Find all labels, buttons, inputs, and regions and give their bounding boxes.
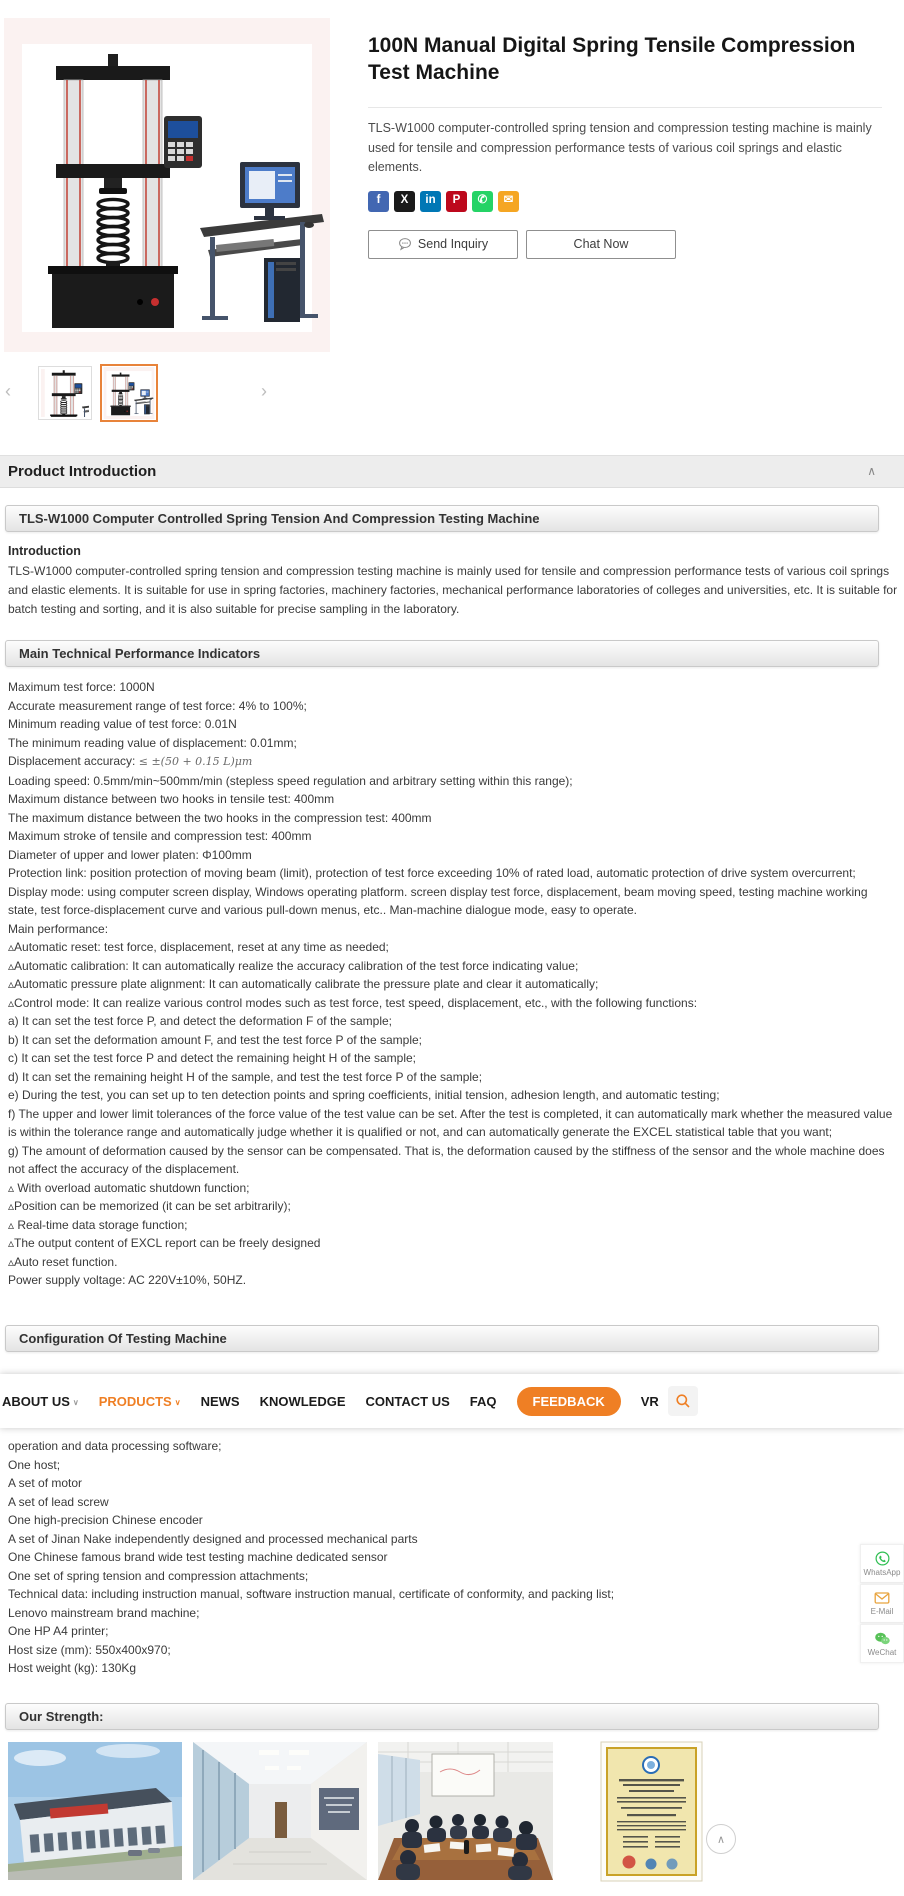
config-line: Technical data: including instruction manual, software instruction manual, certificate of conformity, and packing list;: [8, 1587, 615, 1601]
spec-line: ▵Position can be memorized (it can be set arbitrarily);: [8, 1199, 291, 1213]
machine-full-thumb: [103, 367, 155, 419]
config-line: A set of motor: [8, 1476, 83, 1490]
config-line: Host weight (kg): 130Kg: [8, 1661, 137, 1675]
config-line: A set of lead screw: [8, 1494, 109, 1509]
email-label: E-Mail: [870, 1607, 894, 1616]
nav-item-contact-us[interactable]: CONTACT US: [365, 1393, 450, 1409]
config-line: Lenovo mainstream brand machine;: [8, 1605, 200, 1620]
config-line: A set of Jinan Nake independently designed and processed mechanical parts: [8, 1531, 418, 1546]
spec-line: Maximum test force: 1000N: [8, 680, 155, 694]
pinterest-icon[interactable]: P: [446, 191, 467, 212]
spec-line: Protection link: position protection of moving beam (limit), protection of test force exceeding 10% of rated load, automatic protection of drive system overcurrent;: [8, 866, 856, 880]
nav-item-feedback[interactable]: FEEDBACK: [517, 1387, 621, 1416]
spec-line: Power supply voltage: AC 220V±10%, 50HZ.: [8, 1273, 247, 1287]
product-introduction-section-bar: [0, 455, 904, 488]
factory-building-photo: [8, 1742, 182, 1880]
spec-line: g) The amount of deformation caused by the sensor can be compensated. That is, the deformation caused by the stiffness of the sensor and the whole machine does not affect the accuracy of the displacement.: [8, 1143, 885, 1176]
search-button[interactable]: [668, 1386, 698, 1416]
gallery-next-icon[interactable]: ›: [261, 381, 267, 401]
config-line: One host;: [8, 1457, 61, 1472]
nav-item-news[interactable]: NEWS: [200, 1393, 240, 1409]
nav-item-faq[interactable]: FAQ: [469, 1393, 497, 1409]
chat-now-button[interactable]: [526, 230, 676, 259]
collapse-chevron-icon[interactable]: ∧: [867, 464, 876, 478]
nav-item-products[interactable]: PRODUCTS ∨: [98, 1393, 181, 1409]
spec-line: ▵Automatic calibration: It can automatically realize the accuracy calibration of the test force indicating value;: [8, 958, 579, 973]
spec-line: Display mode: using computer screen display, Windows operating platform. screen display test force, displacement, beam moving speed, testing machine working state, test force-displacement curve and various pull-down menus, etc.. Man-machine dialogue mode, easy to operate.: [8, 884, 868, 917]
product-summary: [368, 32, 882, 259]
spec-line: The minimum reading value of displacement: 0.01mm;: [8, 735, 297, 750]
spring-test-machine-image: [4, 18, 330, 352]
machine-subtitle-bar: TLS-W1000 Computer Controlled Spring Tension And Compression Testing Machine: [5, 505, 879, 532]
section-title: Product Introduction: [8, 463, 157, 480]
spec-line: Loading speed: 0.5mm/min~500mm/min (stepless speed regulation and arbitrary setting within this range);: [8, 773, 573, 788]
send-inquiry-button[interactable]: [368, 230, 518, 259]
office-hallway-photo: [193, 1742, 367, 1880]
spec-line: e) During the test, you can set up to ten detection points and spring coefficients, initial tension, adhesion length, and automatic testing;: [8, 1088, 720, 1102]
indicators-title-bar: Main Technical Performance Indicators: [5, 640, 879, 667]
main-navbar: [0, 1374, 904, 1428]
wechat-contact[interactable]: [860, 1624, 904, 1663]
spec-line: Main performance:: [8, 921, 109, 936]
introduction-label: Introduction: [8, 544, 81, 558]
chevron-up-icon: ∧: [716, 1833, 726, 1846]
spec-line: c) It can set the test force P and detect the remaining height H of the sample;: [8, 1051, 417, 1065]
chevron-down-icon: ∨: [174, 1397, 181, 1407]
spec-line: ▵ Real-time data storage function;: [8, 1217, 188, 1232]
config-line: One high-precision Chinese encoder: [8, 1513, 203, 1527]
spec-line: d) It can set the remaining height H of the sample, and test the test force P of the sample;: [8, 1069, 483, 1084]
chat-bubble-icon: [398, 237, 412, 251]
spec-line: Displacement accuracy: ≤ ±(50 + 0.15 L)μm: [8, 754, 253, 768]
introduction-text: TLS-W1000 computer-controlled spring tension and compression testing machine is mainly used for tensile and compression performance tests of various coil springs and elastic elements. It is suitable for use in spring factories, machinery factories, mechanical performance laboratories of colleges and universities, etc. It is suitable for batch testing and sorting, and it is also suitable for precise sampling in the laboratory.: [8, 564, 898, 616]
email-contact[interactable]: [860, 1584, 904, 1623]
spec-line: a) It can set the test force P, and detect the deformation F of the sample;: [8, 1014, 392, 1028]
accuracy-formula: ≤ ±(50 + 0.15 L)μm: [138, 755, 253, 768]
whatsapp-label: WhatsApp: [863, 1567, 901, 1577]
spec-line: Maximum stroke of tensile and compression test: 400mm: [8, 829, 312, 843]
certificate-photo: [593, 1738, 710, 1885]
nav-item-vr[interactable]: VR: [640, 1393, 659, 1409]
divider: [368, 107, 882, 108]
config-line: One set of spring tension and compression attachments;: [8, 1568, 309, 1583]
config-line: Host size (mm): 550x400x970;: [8, 1642, 171, 1657]
facebook-icon[interactable]: f: [368, 191, 389, 212]
share-icons-row: [368, 191, 882, 212]
configuration-list: [8, 1437, 900, 1678]
search-icon: [675, 1393, 691, 1409]
send-inquiry-label: Send Inquiry: [417, 237, 489, 251]
spec-line: ▵Control mode: It can realize various control modes such as test force, test speed, displacement, etc., with the following functions:: [8, 995, 698, 1010]
product-title: 100N Manual Digital Spring Tensile Compression Test Machine: [368, 34, 856, 84]
spec-line: Accurate measurement range of test force: 4% to 100%;: [8, 698, 307, 713]
spec-line: ▵The output content of EXCL report can be freely designed: [8, 1236, 321, 1250]
team-meeting-photo: [378, 1742, 553, 1880]
email-icon[interactable]: ✉: [498, 191, 519, 212]
config-line: operation and data processing software;: [8, 1439, 222, 1453]
nav-item-about-us[interactable]: ABOUT US ∨: [2, 1393, 79, 1409]
chevron-down-icon: ∨: [72, 1397, 79, 1407]
spec-line: b) It can set the deformation amount F, and test the test force P of the sample;: [8, 1032, 423, 1047]
email-icon: [874, 1591, 890, 1605]
strength-title-bar: Our Strength:: [5, 1703, 879, 1730]
spec-line: Maximum distance between two hooks in tensile test: 400mm: [8, 792, 335, 806]
wechat-icon: [874, 1631, 891, 1646]
spec-line: The maximum distance between the two hooks in the compression test: 400mm: [8, 810, 432, 825]
gallery-thumbnail-2-active[interactable]: [100, 364, 158, 422]
spec-line: ▵Auto reset function.: [8, 1254, 118, 1269]
nav-item-knowledge[interactable]: KNOWLEDGE: [259, 1393, 346, 1409]
chat-now-label: Chat Now: [573, 237, 629, 251]
spec-line: Minimum reading value of test force: 0.01N: [8, 717, 237, 731]
product-main-image[interactable]: [4, 18, 330, 352]
floating-contact-widget: [860, 1544, 904, 1663]
wechat-label: WeChat: [867, 1647, 897, 1657]
linkedin-icon[interactable]: in: [420, 191, 441, 212]
whatsapp-icon: [875, 1551, 890, 1566]
gallery-thumbnail-1[interactable]: [38, 366, 92, 420]
nav-items: [0, 1387, 659, 1416]
x-twitter-icon[interactable]: X: [394, 191, 415, 212]
product-description: TLS-W1000 computer-controlled spring tension and compression testing machine is mainly used for tensile and compression performance tests of various coil springs and elastic elements.: [368, 121, 872, 174]
indicators-list: [8, 678, 900, 1290]
spec-line: ▵Automatic pressure plate alignment: It can automatically calibrate the pressure plate and clear it automatically;: [8, 977, 599, 991]
whatsapp-icon[interactable]: ✆: [472, 191, 493, 212]
back-to-top-button[interactable]: [706, 1824, 736, 1854]
configuration-title-bar: Configuration Of Testing Machine: [5, 1325, 879, 1352]
gallery-prev-icon[interactable]: ‹: [5, 381, 11, 401]
whatsapp-contact[interactable]: [860, 1544, 904, 1583]
spec-line: f) The upper and lower limit tolerances of the force value of the test value can be set. After the test is completed, it can automatically mark whether the measured value is within the tolerance range and automatically judge whether it is qualified or not, and can automatically generate the EXCEL statistical table that you want;: [8, 1106, 893, 1139]
config-line: One HP A4 printer;: [8, 1624, 109, 1638]
spec-line: ▵ With overload automatic shutdown function;: [8, 1180, 250, 1195]
spec-line: Diameter of upper and lower platen: Φ100mm: [8, 847, 252, 862]
spec-line: ▵Automatic reset: test force, displacement, reset at any time as needed;: [8, 940, 389, 954]
action-buttons: [368, 230, 882, 259]
machine-crop-thumb: [41, 369, 89, 417]
config-line: One Chinese famous brand wide test testing machine dedicated sensor: [8, 1550, 388, 1564]
